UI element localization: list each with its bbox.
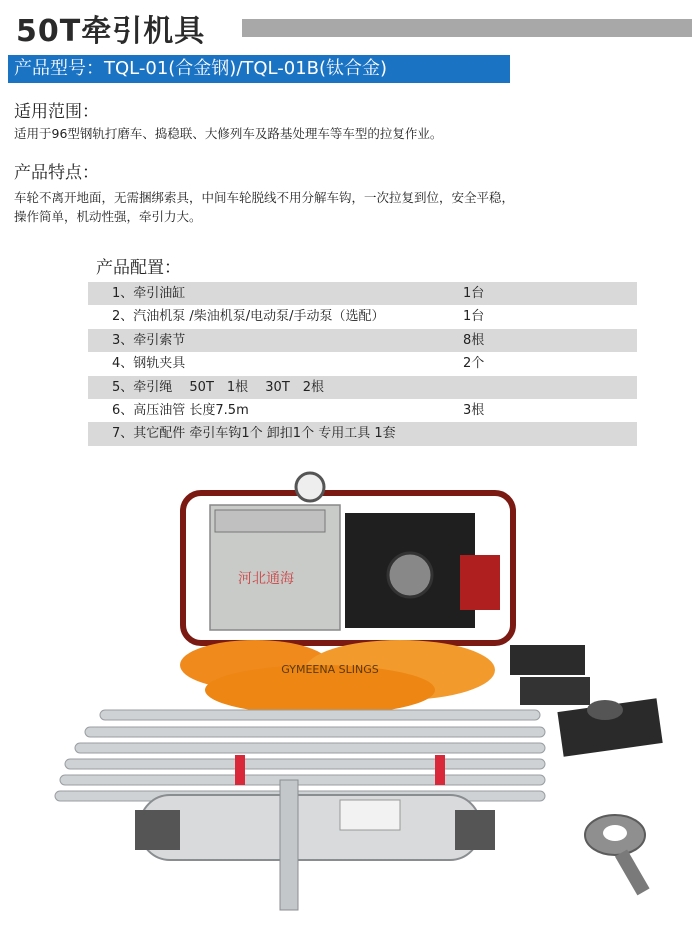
config-item: 2、汽油机泵 /柴油机泵/电动泵/手动泵（选配）: [112, 309, 385, 325]
title-divider-bar: [242, 19, 692, 37]
config-row: [88, 399, 637, 422]
model-number-banner: 产品型号：TQL-01(合金钢)/TQL-01B(钛合金): [8, 55, 510, 83]
config-item: 5、牵引绳 50T 1根 30T 2根: [112, 379, 325, 395]
config-table: [88, 282, 637, 446]
config-qty: 3根: [463, 402, 485, 418]
traction-rods: [55, 710, 545, 801]
config-row: [88, 352, 637, 375]
config-item: 4、钢轨夹具: [112, 356, 186, 372]
tank-label: 河北通海: [238, 571, 294, 587]
config-qty: 2个: [463, 356, 485, 372]
features-text-line-1: 车轮不离开地面，无需捆绑索具，中间车轮脱线不用分解车钩，一次拉复到位，安全平稳，: [14, 190, 515, 205]
pump-unit: [183, 473, 513, 643]
config-row: [88, 329, 637, 352]
config-row: [88, 376, 637, 399]
config-row: [88, 422, 637, 445]
config-qty: 1台: [463, 309, 485, 325]
features-text-line-2: 操作简单，机动性强，牵引力大。: [14, 209, 202, 224]
scope-text: 适用于96型钢轨打磨车、捣稳联、大修列车及路基处理车等车型的拉复作业。: [14, 126, 443, 141]
config-item: 7、其它配件 牵引车钩1个 卸扣1个 专用工具 1套: [112, 426, 396, 442]
config-item: 1、牵引油缸: [112, 286, 186, 301]
config-qty: 1台: [463, 286, 485, 301]
features-heading: 产品特点：: [14, 163, 99, 183]
config-heading: 产品配置：: [96, 258, 181, 278]
orange-slings: [180, 640, 495, 715]
pressure-gauge-icon: [296, 473, 324, 501]
config-qty: 8根: [463, 332, 485, 348]
rail-clamps: [510, 645, 663, 757]
sling-label: GYMEENA SLINGS: [281, 663, 379, 676]
config-row: [88, 282, 637, 305]
product-photo: [40, 465, 670, 925]
config-row: [88, 305, 637, 328]
config-item: 6、高压油管 长度7.5m: [112, 402, 249, 418]
page-title: 50T牵引机具: [16, 14, 206, 49]
scope-heading: 适用范围：: [14, 102, 99, 122]
config-item: 3、牵引索节: [112, 332, 186, 348]
eye-hook: [585, 815, 650, 895]
